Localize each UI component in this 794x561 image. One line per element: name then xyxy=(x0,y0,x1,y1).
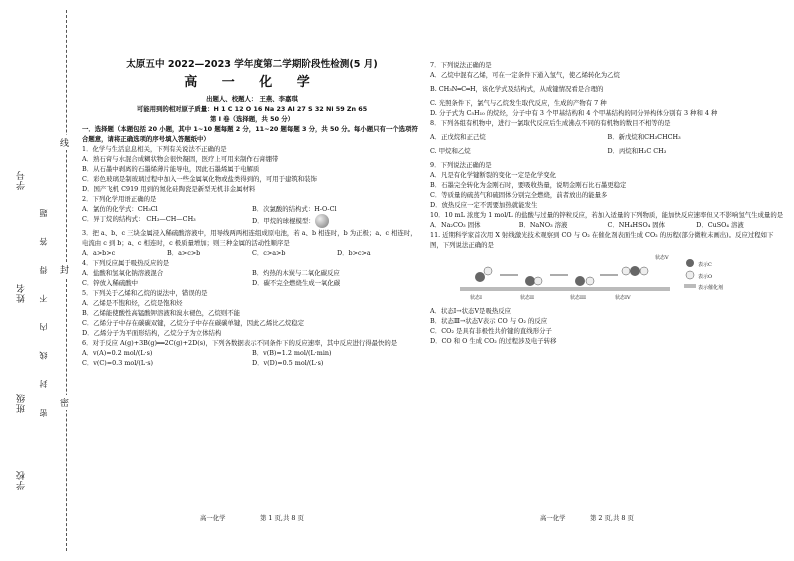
catalyst-surface xyxy=(460,287,670,291)
option-10c: C．NH₄HSO₄ 固体 xyxy=(607,221,666,229)
option-4c: C．锌放入稀硫酸中 xyxy=(82,279,139,287)
molecule-co-3 xyxy=(575,276,585,286)
option-1a: A．熟石膏与水混合成糊状物会很快凝固，医疗上可用来制作石膏绷带 xyxy=(82,155,279,163)
option-1d: D．国产飞机 C919 用到的氮化硅陶瓷是新型无机非金属材料 xyxy=(82,185,256,193)
footer-page-1: 第 1 页,共 8 页 xyxy=(260,514,304,522)
field-school: 学校 xyxy=(17,470,27,490)
option-2a: A．氯仿的化学式：CH₃Cl xyxy=(82,205,158,213)
option-7b: B. CH₃N═C═H，该化学式及结构式，从成键情况看是合理的 xyxy=(430,85,604,93)
options-4ab xyxy=(82,268,422,278)
molecule-co-1 xyxy=(475,272,485,282)
atom-o-3 xyxy=(586,277,594,285)
options-3 xyxy=(82,248,422,258)
options-2cd xyxy=(82,214,422,228)
seal-char-xian: 线 xyxy=(60,135,69,150)
exam-title: 太原五中 2022—2023 学年度第二学期阶段性检测(5 月) xyxy=(126,59,378,70)
question-9: 9．下列说法正确的是 xyxy=(430,161,492,169)
exam-subject: 高 一 化 学 xyxy=(184,75,320,90)
field-student-id: 学号 xyxy=(17,170,27,190)
option-5c: C．乙烯分子中存在碳碳双键，乙烷分子中存在碳碳单键，因此乙烯比乙烷稳定 xyxy=(82,319,305,327)
option-8b-label: B．新戊烷和 xyxy=(607,133,645,141)
option-9b: B．石墨完全转化为金刚石时，要吸收热量，说明金刚石比石墨更稳定 xyxy=(430,181,627,189)
option-2b: B．次氯酸的结构式：H-O-Cl xyxy=(252,205,337,213)
question-3: 3．把 a、b、c 三块金属浸入稀硫酸溶液中，用导线两两相连组成原电池，若 a、b 相连时，b 为正极；a、c 相连时，电流由 c 到 b；a、c 相连时，c 极质量增加；则三种金属的活动性顺序是 xyxy=(82,229,417,247)
question-6: 6．对于反应 A(g)+3B(g)══2C(g)+2D(s)，下列各数据表示不同条件下的反应速率，其中反应进行得最快的是 xyxy=(82,339,398,347)
option-5b: B．乙烯能使酸性高锰酸钾溶液和溴水褪色，乙烷则不能 xyxy=(82,309,241,317)
label-state-1: 状态I xyxy=(470,295,482,301)
question-11: 11. 近期科学家首次用 X 射线激光技术观察到 CO 与 O₂ 在催化剂表面生成 CO₂ 的历程(部分微粒未画出)。反应过程如下图，下列说法正确的是 xyxy=(430,231,774,249)
options-4cd xyxy=(82,278,422,288)
option-1c: C．彩色玻璃是制玻璃过程中加入一些金属氧化物或盐类得到的，可用于建筑和装饰 xyxy=(82,175,317,183)
part-heading: 第 I 卷（选择题，共 50 分） xyxy=(209,115,295,123)
legend-o-icon xyxy=(686,271,694,279)
question-7: 7．下列说法正确的是 xyxy=(430,61,492,69)
field-class: 班级 xyxy=(17,393,27,413)
seal-line xyxy=(66,10,67,551)
atom-o-2 xyxy=(534,277,542,285)
seal-char-feng: 封 xyxy=(60,262,69,277)
reaction-diagram xyxy=(450,253,750,303)
option-10a: A．Na₂CO₃ 固体 xyxy=(430,221,481,229)
footer-subject-1: 高一化学 xyxy=(200,514,226,522)
option-9c: C．等质量的硫蒸气和硫固体分别完全燃烧，前者放出的能量多 xyxy=(430,191,608,199)
struct-8d: H₃C CH₃ xyxy=(638,147,667,155)
molecule-co2 xyxy=(630,266,640,276)
option-9d: D．放热反应一定不需要加热就能发生 xyxy=(430,201,538,209)
option-4b: B．灼热的木炭与二氧化碳反应 xyxy=(252,269,340,277)
option-10d: D．CuSO₄ 溶液 xyxy=(696,221,744,229)
option-7a: A．乙烷中混有乙烯，可在一定条件下通入氢气，使乙烯转化为乙烷 xyxy=(430,71,620,79)
isobutane-struct-8b: CH₃CHCH₃ xyxy=(644,133,681,141)
option-2d xyxy=(252,214,422,228)
question-8: 8．下列各组有机物中，进行一氯取代反应后生成沸点不同的有机物的数目不相等的是 xyxy=(430,119,671,127)
exam-authors: 出题人、校题人： 王燕、李嘉琪 xyxy=(206,95,298,103)
footer-page-2: 第 2 页,共 8 页 xyxy=(590,514,634,522)
seal-warning: 密 封 线 内 不 得 答 题 xyxy=(39,200,48,417)
option-6a: A．v(A)=0.2 mol/(L·s) xyxy=(82,349,153,357)
option-4a: A．盐酸和氢氧化钠溶液混合 xyxy=(82,269,164,277)
option-2c xyxy=(82,214,252,228)
options-2ab xyxy=(82,204,422,214)
field-name: 姓名 xyxy=(17,283,27,303)
options-8ab xyxy=(430,132,785,142)
question-10: 10．10 mL 浓度为 1 mol/L 的盐酸与过量的锌粒反应，若加入适量的下列物质，能加快反应速率但又不影响氢气生成量的是 xyxy=(430,211,784,219)
option-2d-label: D．甲烷的球棍模型： xyxy=(252,217,315,225)
atom-o-4 xyxy=(622,267,630,275)
question-2: 2．下列化学用语正确的是 xyxy=(82,195,157,203)
atom-o-5 xyxy=(640,267,648,275)
seal-char-mi: 密 xyxy=(60,395,69,410)
option-8c: C. 甲烷和乙烷 xyxy=(430,147,471,155)
option-11a: A．状态Ⅰ→状态Ⅴ是吸热反应 xyxy=(430,307,512,315)
option-8a: A．正戊烷和正己烷 xyxy=(430,133,486,141)
atom-o-1 xyxy=(484,267,492,275)
option-8d xyxy=(608,146,786,156)
option-6c: C．v(C)=0.3 mol/(L·s) xyxy=(82,359,153,367)
question-5: 5．下列关于乙烯和乙烷的说法中，错误的是 xyxy=(82,289,208,297)
isobutane-structure: CH₃—CH—CH₃ xyxy=(146,215,196,223)
option-3b: B．a>c>b xyxy=(167,249,201,257)
option-9a: A．凡是有化学键断裂的变化一定是化学变化 xyxy=(430,171,557,179)
option-7d: D. 分子式为 C₅H₁₀ 的烷烃，分子中有 3 个甲基结构和 4 个甲基结构的同分异构体分别有 3 种和 4 种 xyxy=(430,109,718,117)
option-6b: B．v(B)=1.2 mol/(L·min) xyxy=(252,349,332,357)
option-3c: C．c>a>b xyxy=(252,249,286,257)
binding-margin xyxy=(0,0,80,561)
options-8cd xyxy=(430,146,785,156)
label-state-4: 状态IV xyxy=(615,295,631,301)
options-10 xyxy=(430,220,785,230)
legend-c-icon xyxy=(686,259,694,267)
footer-subject-2: 高一化学 xyxy=(540,514,566,522)
option-8d-label: D．丙烷和 xyxy=(607,147,639,155)
option-11d: D．CO 和 O 生成 CO₂ 的过程涉及电子转移 xyxy=(430,337,557,345)
option-8b xyxy=(608,132,786,142)
page-2 xyxy=(430,8,785,346)
legend-catalyst-label: 表示催化剂 xyxy=(698,285,724,291)
option-3a: A．a>b>c xyxy=(82,249,116,257)
option-2c-label: C．异丁烷的结构式： xyxy=(82,215,145,223)
legend-c-label: 表示C xyxy=(698,262,712,268)
option-7c: C. 光照条件下，氯气与乙烷发生取代反应，生成的产物有 7 种 xyxy=(430,99,607,107)
label-state-3: 状态III xyxy=(570,295,586,301)
atomic-masses: 可能用到的相对原子质量：H 1 C 12 O 16 Na 23 Al 27 S 32 Ni 59 Zn 65 xyxy=(136,105,368,113)
options-6ab xyxy=(82,348,422,358)
options-6cd xyxy=(82,358,422,368)
page-1 xyxy=(82,8,422,368)
question-1: 1．化学与生活息息相关，下列有关说法不正确的是 xyxy=(82,145,227,153)
label-state-5: 状态V xyxy=(655,255,669,261)
option-11c: C．CO₂ 是具有非极性共价键的直线形分子 xyxy=(430,327,552,335)
option-11b: B．状态Ⅲ→状态Ⅴ表示 CO 与 O₂ 的反应 xyxy=(430,317,548,325)
question-4: 4．下列反应属于吸热反应的是 xyxy=(82,259,170,267)
option-6d: D．v(D)=0.5 mol/(L·s) xyxy=(252,359,324,367)
option-4d: D．碳不完全燃烧生成一氧化碳 xyxy=(252,279,341,287)
option-5a: A．乙烯是不饱和烃，乙烷是饱和烃 xyxy=(82,299,183,307)
option-10b: B．NaNO₃ 溶液 xyxy=(518,221,568,229)
option-1b: B．从石墨中剥离的石墨烯薄片能导电，因此石墨烯属于电解质 xyxy=(82,165,260,173)
legend-catalyst-icon xyxy=(684,284,696,288)
section-instructions: 一．选择题（本题包括 20 小题，其中 1~10 题每题 2 分，11~20 题每题 3 分，共 50 分。每小题只有一个选项符合题意，请将正确选项的序号填入答题纸中） xyxy=(82,125,418,143)
legend-o-label: 表示O xyxy=(698,274,713,280)
molecule-co-2 xyxy=(525,276,535,286)
option-5d: D．乙烯分子为平面形结构，乙烷分子为立体结构 xyxy=(82,329,222,337)
ball-stick-model-icon xyxy=(315,214,329,228)
option-3d: D．b>c>a xyxy=(337,249,371,257)
label-state-2: 状态II xyxy=(520,295,534,301)
